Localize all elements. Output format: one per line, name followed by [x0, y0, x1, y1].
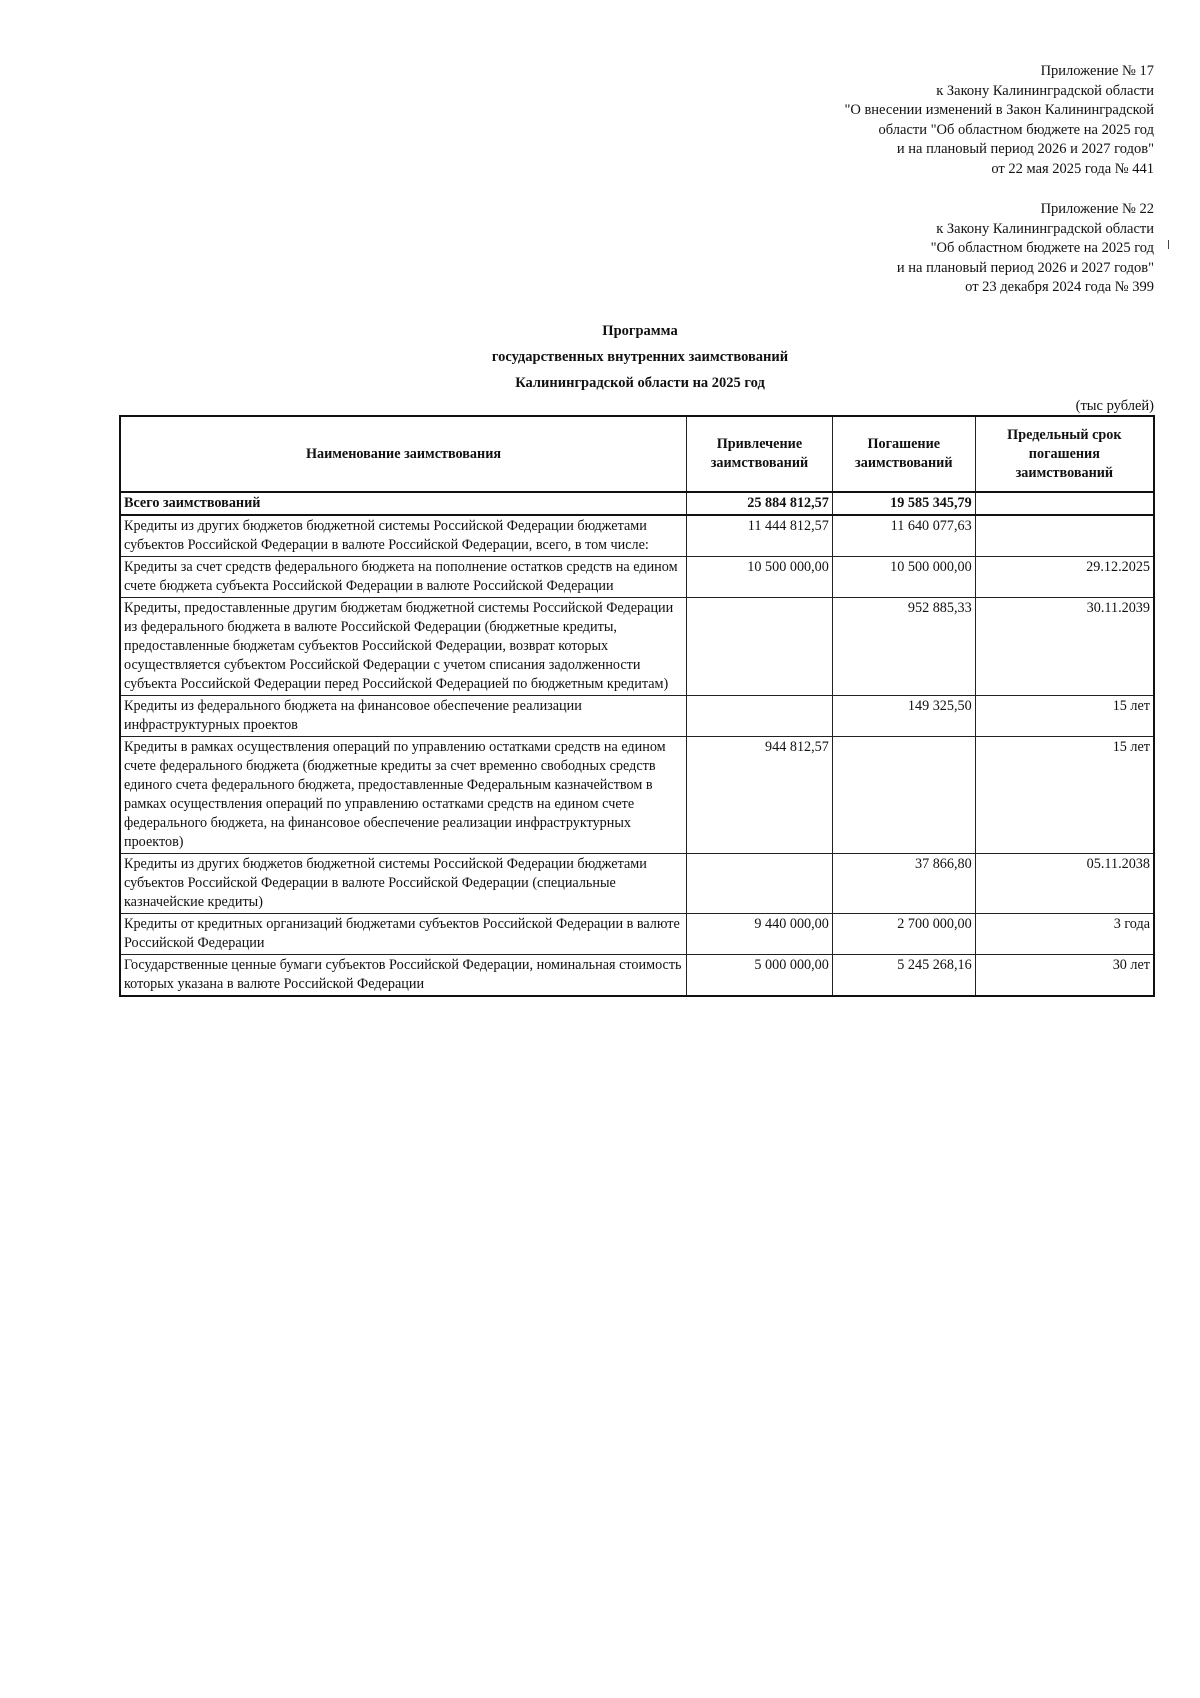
cell-repay: 19 585 345,79: [832, 492, 975, 515]
header-borrow: Привлечение заимствований: [687, 416, 833, 492]
cell-name: Кредиты из федерального бюджета на финансовое обеспечение реализации инфраструктурных проектов: [120, 696, 687, 737]
cell-borrow: 11 444 812,57: [687, 515, 833, 557]
units-label: (тыс рублей): [1075, 398, 1154, 414]
cell-repay: 952 885,33: [832, 598, 975, 696]
table-row: [120, 598, 1154, 696]
borrowing-table: [119, 415, 1155, 997]
annex-line: от 22 мая 2025 года № 441: [991, 160, 1154, 177]
table-row: [120, 854, 1154, 914]
annex-line: к Закону Калининградской области: [936, 82, 1154, 99]
cell-repay: 5 245 268,16: [832, 955, 975, 997]
cell-repay: 37 866,80: [832, 854, 975, 914]
cell-name: Кредиты из других бюджетов бюджетной системы Российской Федерации бюджетами субъектов Российской Федерации в валюте Российской Федерации (специальные казначейские кредиты): [120, 854, 687, 914]
table-row: [120, 696, 1154, 737]
annex-line: "Об областном бюджете на 2025 год: [930, 240, 1154, 256]
cell-repay: 11 640 077,63: [832, 515, 975, 557]
document-title: [0, 318, 1200, 396]
cell-borrow: 944 812,57: [687, 737, 833, 854]
table-row: [120, 955, 1154, 997]
cell-term: 15 лет: [975, 737, 1154, 854]
table-header-row: [120, 416, 1154, 492]
cell-name: Кредиты, предоставленные другим бюджетам бюджетной системы Российской Федерации из федерального бюджета в валюте Российской Федерации (бюджетные кредиты, предоставленные бюджетам субъектов Российской Федерации, возврат которых осуществляется субъектом Российской Федерации с учетом списания задолженности субъекта Российской Федерации перед Российской Федерацией по бюджетным кредитам): [120, 598, 687, 696]
cell-name: Кредиты за счет средств федерального бюджета на пополнение остатков средств на едином счете бюджета субъекта Российской Федерации в валюте Российской Федерации: [120, 557, 687, 598]
cell-term: [975, 492, 1154, 515]
cell-term: 05.11.2038: [975, 854, 1154, 914]
annex-22-header: [554, 200, 1154, 298]
cell-repay: 149 325,50: [832, 696, 975, 737]
annex-line: от 23 декабря 2024 года № 399: [965, 279, 1154, 295]
cell-name: Государственные ценные бумаги субъектов Российской Федерации, номинальная стоимость которых указана в валюте Российской Федерации: [120, 955, 687, 997]
table-row: [120, 557, 1154, 598]
annex-line: и на плановый период 2026 и 2027 годов": [896, 141, 1154, 157]
cell-term: [975, 515, 1154, 557]
cell-repay: [832, 737, 975, 854]
annex-line: "О внесении изменений в Закон Калининградской: [844, 102, 1154, 118]
cell-term: 30.11.2039: [975, 598, 1154, 696]
cell-borrow: 25 884 812,57: [687, 492, 833, 515]
table-row: [120, 914, 1154, 955]
cell-borrow: 10 500 000,00: [687, 557, 833, 598]
cell-name: Кредиты в рамках осуществления операций по управлению остатками средств на едином счете федерального бюджета (бюджетные кредиты за счет временно свободных средств единого счета федерального бюджета, предоставленные Федеральным казначейством в рамках осуществления операций по управлению остатками средств на едином счете федерального бюджета, на финансовое обеспечение реализации инфраструктурных проектов): [120, 737, 687, 854]
table-row: [120, 515, 1154, 557]
cell-borrow: [687, 598, 833, 696]
title-line: государственных внутренних заимствований: [491, 349, 789, 365]
title-line: Программа: [602, 323, 678, 339]
cell-borrow: 5 000 000,00: [687, 955, 833, 997]
cell-repay: 2 700 000,00: [832, 914, 975, 955]
annex-17-header: [554, 62, 1154, 179]
cell-term: 3 года: [975, 914, 1154, 955]
cell-name: Всего заимствований: [120, 492, 687, 515]
header-repay: Погашение заимствований: [832, 416, 975, 492]
cell-borrow: 9 440 000,00: [687, 914, 833, 955]
annex-line: к Закону Калининградской области: [936, 220, 1154, 237]
header-name: Наименование заимствования: [120, 416, 687, 492]
cell-borrow: [687, 696, 833, 737]
cell-name: Кредиты из других бюджетов бюджетной системы Российской Федерации бюджетами субъектов Российской Федерации в валюте Российской Федерации, всего, в том числе:: [120, 515, 687, 557]
header-term: Предельный срок погашения заимствований: [975, 416, 1154, 492]
table-row: [120, 737, 1154, 854]
annex-line: и на плановый период 2026 и 2027 годов": [896, 259, 1154, 276]
cell-term: 30 лет: [975, 955, 1154, 997]
annex-line: Приложение № 17: [1040, 63, 1154, 79]
cell-repay: 10 500 000,00: [832, 557, 975, 598]
cell-borrow: [687, 854, 833, 914]
annex-line: области "Об областном бюджете на 2025 год: [878, 121, 1154, 138]
title-line: Калининградской области на 2025 год: [515, 375, 765, 391]
cell-term: 29.12.2025: [975, 557, 1154, 598]
table-row-total: [120, 492, 1154, 515]
annex-line: Приложение № 22: [1040, 201, 1154, 217]
cell-name: Кредиты от кредитных организаций бюджетами субъектов Российской Федерации в валюте Российской Федерации: [120, 914, 687, 955]
cell-term: 15 лет: [975, 696, 1154, 737]
table-body: [120, 492, 1154, 996]
scan-mark: [1168, 240, 1169, 249]
